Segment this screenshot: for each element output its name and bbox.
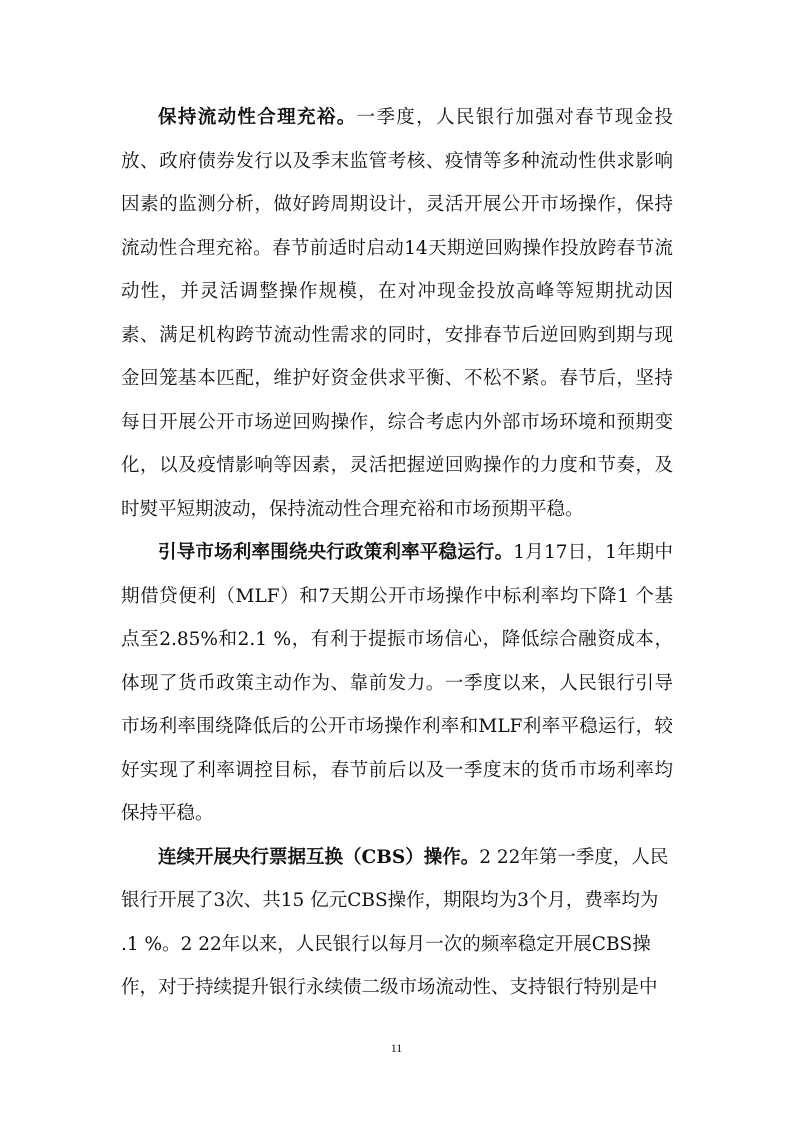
- paragraph-interest-rate: [121, 531, 673, 836]
- paragraph-body: 一季度，人民银行加强对春节现金投放、政府债券发行以及季末监管考核、疫情等多种流动性供求影响因素的监测分析，做好跨周期设计，灵活开展公开市场操作，保持流动性合理充裕。春节前适时启动14天期逆回购操作投放跨春节流动性，并灵活调整操作规模，在对冲现金投放高峰等短期扰动因素、满足机构跨节流动性需求的同时，安排春节后逆回购到期与现金回笼基本匹配，维护好资金供求平衡、不松不紧。春节后，坚持每日开展公开市场逆回购操作，综合考虑内外部市场环境和预期变化，以及疫情影响等因素，灵活把握逆回购操作的力度和节奏，及时熨平短期波动，保持流动性合理充裕和市场预期平稳。: [121, 107, 673, 520]
- body-text: [121, 96, 673, 1010]
- paragraph-heading: 保持流动性合理充裕。: [158, 107, 357, 128]
- paragraph-cbs: [121, 836, 673, 1010]
- paragraph-body: 2 22年第一季度，人民银行开展了3次、共15 亿元CBS操作，期限均为3个月，费率均为 .1 %。2 22年以来，人民银行以每月一次的频率稳定开展CBS操作，对于持续提升银行永续债二级市场流动性、支持银行特别是中: [121, 846, 669, 998]
- page-number: 11: [390, 1041, 403, 1055]
- paragraph-heading: 连续开展央行票据互换（CBS）操作。: [158, 846, 480, 868]
- paragraph-body: 1月17日，1年期中期借贷便利（MLF）和7天期公开市场操作中标利率均下降1 个基点至2.85%和2.1 %，有利于提振市场信心，降低综合融资成本，体现了货币政策主动作为、靠前发力。一季度以来，人民银行引导市场利率围绕降低后的公开市场操作利率和MLF利率平稳运行，较好实现了利率调控目标，春节前后以及一季度末的货币市场利率均保持平稳。: [121, 542, 673, 824]
- paragraph-heading: 引导市场利率围绕央行政策利率平稳运行。: [158, 542, 514, 563]
- paragraph-liquidity: [121, 96, 673, 531]
